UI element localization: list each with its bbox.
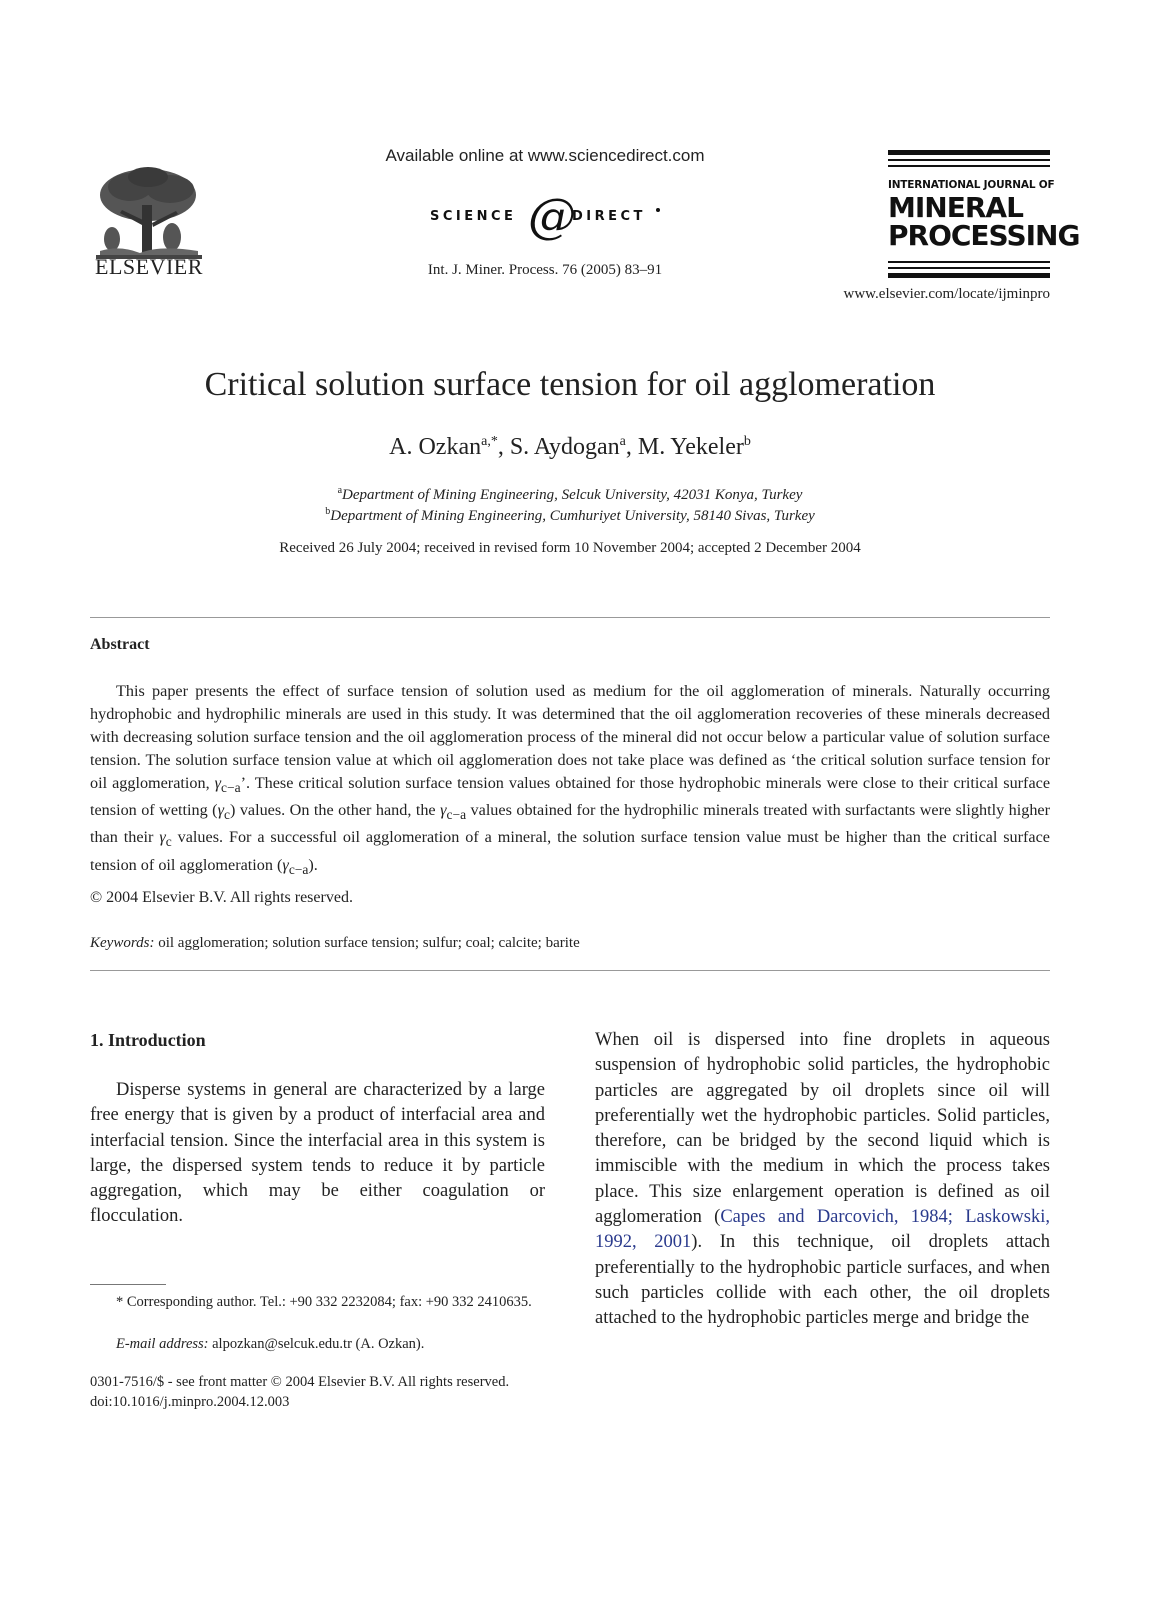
abstract-text: This paper presents the effect of surface tension of solution used as medium for the oil agglomeration of minerals. Naturally occurring hydrophobic and hydrophilic minerals are used in this study. It was determined that the oil agglomeration recoveries of these minerals decreased with decreasing solution surface tension and the oil agglomeration process of the mineral did not occur below a particular value of solution surface tension. The solution surface tension value at which oil agglomeration does not take place was defined as ‘the critical solution surface tension for oil agglomeration, <box>90 682 1050 792</box>
journal-logo <box>888 150 1080 278</box>
footnote-divider <box>90 1284 166 1285</box>
journal-logo-bar <box>888 273 1050 278</box>
citation-link[interactable]: Capes and Darcovich, 1984; Laskowski, 1992, 2001 <box>595 1207 1050 1253</box>
gamma-subscript: c <box>165 834 172 850</box>
sciencedirect-left-word: SCIENCE <box>430 209 517 224</box>
section-heading: 1. Introduction <box>90 1030 206 1050</box>
keywords <box>90 935 1050 952</box>
gamma-subscript: c−a <box>446 807 467 823</box>
sciencedirect-logo <box>420 188 670 244</box>
journal-logo-bar <box>888 150 1050 155</box>
journal-logo-word-2: PROCESSING <box>888 219 1080 252</box>
gamma-subscript: c−a <box>221 780 241 796</box>
abstract-copyright: © 2004 Elsevier B.V. All rights reserved. <box>90 889 353 906</box>
divider <box>90 970 1050 971</box>
journal-logo-bar <box>888 159 1050 161</box>
email-address[interactable]: alpozkan@selcuk.edu.tr (A. Ozkan). <box>212 1336 425 1352</box>
journal-url[interactable]: www.elsevier.com/locate/ijminpro <box>843 286 1050 302</box>
abstract-text: values. For a successful oil agglomeration of a mineral, the solution surface tension value must be higher than the critical surface tension of oil agglomeration ( <box>90 828 1050 874</box>
gamma-symbol: γ <box>282 855 289 874</box>
gamma-subscript: c <box>223 807 230 823</box>
journal-logo-subtitle: INTERNATIONAL JOURNAL OF <box>888 179 1055 191</box>
author-name: A. Ozkan <box>389 434 482 460</box>
author-affiliation-mark: b <box>743 434 751 449</box>
gamma-symbol: γ <box>214 774 221 792</box>
affiliation-b <box>90 506 1050 525</box>
intro-text: ). In this technique, oil droplets attach preferentially to the hydrophobic particle surfaces, and when such particles collide with each other, the oil droplets attached to the hydrophobic particles merge and bridge the <box>595 1232 1051 1329</box>
sciencedirect-right-word: DIRECT <box>572 209 646 224</box>
email-label: E-mail address: <box>116 1336 209 1352</box>
journal-logo-word-1: MINERAL <box>888 191 1023 224</box>
email-footnote <box>90 1334 545 1354</box>
abstract-text: ’. These critical solution surface tension values obtained for those hydrophobic minerals were close to their critical surface tension of wetting ( <box>90 774 1051 820</box>
intro-right-column <box>595 1028 1050 1332</box>
gamma-symbol: γ <box>159 828 166 847</box>
keywords-label: Keywords: <box>90 935 155 951</box>
gamma-subscript: c−a <box>288 861 309 877</box>
author-affiliation-mark: a <box>619 434 626 449</box>
doi-line[interactable]: doi:10.1016/j.minpro.2004.12.003 <box>90 1394 290 1410</box>
paper-title: Critical solution surface tension for oil agglomeration <box>204 366 936 403</box>
affiliation-a <box>90 485 1050 504</box>
author-name: M. Yekeler <box>637 434 744 460</box>
abstract-body <box>90 680 1050 881</box>
received-dates: Received 26 July 2004; received in revised form 10 November 2004; accepted 2 December 2004 <box>279 540 861 556</box>
gamma-symbol: γ <box>217 801 224 820</box>
affiliation-mark: b <box>325 506 331 517</box>
journal-citation: Int. J. Miner. Process. 76 (2005) 83–91 <box>427 262 663 278</box>
divider <box>90 617 1050 618</box>
journal-logo-bar <box>888 165 1050 167</box>
abstract-heading: Abstract <box>90 636 150 653</box>
affiliation-text: Department of Mining Engineering, Cumhuriyet University, 58140 Sivas, Turkey <box>330 508 815 524</box>
abstract-text: ). <box>308 855 318 874</box>
abstract-text: values obtained for the hydrophilic minerals treated with surfactants were slightly higher than their <box>90 801 1050 847</box>
keywords-text: oil agglomeration; solution surface tension; sulfur; coal; calcite; barite <box>158 935 580 951</box>
intro-text: When oil is dispersed into fine droplets in aqueous suspension of hydrophobic solid particles, the hydrophobic particles are aggregated by oil droplets since oil will preferentially wet the hydrophobic particles. Solid particles, therefore, can be bridged by the second liquid which is immiscible with the medium in which the process takes place. This size enlargement operation is defined as oil agglomeration ( <box>595 1030 1050 1228</box>
affiliation-mark: a <box>337 485 343 496</box>
registered-mark-icon <box>656 208 660 212</box>
author-list: A. Ozkan$^{a,*}$, S. Aydogan$^a$, M. Yekeler$^b$ <box>389 434 751 460</box>
publisher-name: ELSEVIER <box>95 254 203 279</box>
author-affiliation-mark: a,* <box>481 434 498 449</box>
available-online-text: Available online at www.sciencedirect.com <box>385 146 705 165</box>
journal-logo-bar <box>888 267 1050 269</box>
affiliation-text: Department of Mining Engineering, Selcuk University, 42031 Konya, Turkey <box>342 487 803 503</box>
issn-line: 0301-7516/$ - see front matter © 2004 Elsevier B.V. All rights reserved. <box>90 1374 510 1390</box>
intro-left-column: Disperse systems in general are characterized by a large free energy that is given by a product of interfacial area and interfacial tension. Since the interfacial area in this system is large, the dispersed system tends to reduce it by particle aggregation, which may be either coagulation or flocculation. <box>90 1080 545 1227</box>
sciencedirect-at-glyph: @ <box>528 188 576 244</box>
journal-logo-bar <box>888 261 1050 263</box>
abstract-text: ) values. On the other hand, the <box>229 801 441 820</box>
corresponding-author-footnote: * Corresponding author. Tel.: +90 332 2232084; fax: +90 332 2410635. <box>116 1294 532 1310</box>
gamma-symbol: γ <box>440 801 447 820</box>
author-name: S. Aydogan <box>509 434 620 460</box>
